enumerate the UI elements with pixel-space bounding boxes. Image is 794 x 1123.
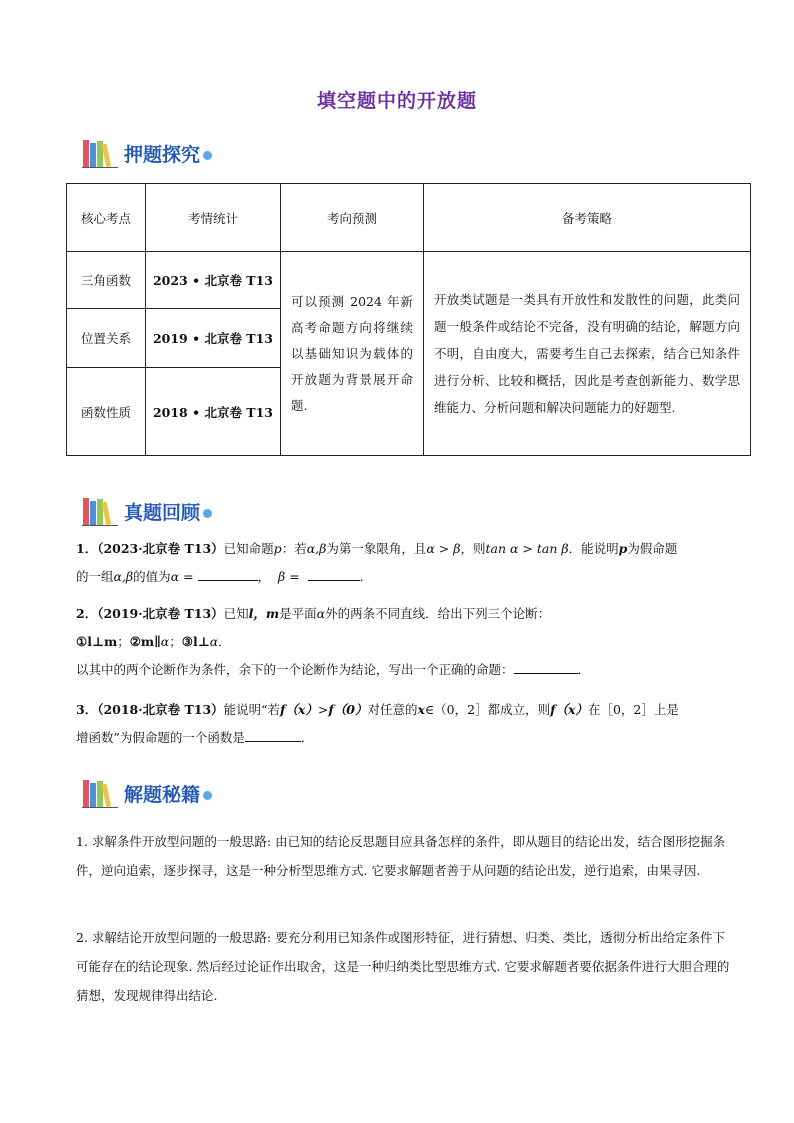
stat-cell: 2019 • 北京卷 T13 <box>146 309 281 368</box>
math: α <box>209 634 219 649</box>
text: 能说明“若 <box>223 702 281 717</box>
math: f（0） <box>328 702 368 717</box>
text: > <box>317 702 329 717</box>
text: 在［0，2］上是 <box>587 702 679 717</box>
answer-blank[interactable] <box>308 566 360 581</box>
dot-icon <box>203 151 212 160</box>
text: 是平面 <box>279 606 317 621</box>
dot-icon <box>203 509 212 518</box>
forecast-cell: 可以预测 2024 年新高考命题方向将继续以基础知识为载体的开放题为背景展开命题. <box>281 252 424 456</box>
text: ：若 <box>281 541 307 556</box>
math: α <box>316 606 326 621</box>
method-1: 1. 求解条件开放型问题的一般思路: 由已知的结论反思题目应具备怎样的条件，即从题目的结论出发，结合图形挖掘条件，逆向追索，逐步探寻，这是一种分析型思维方式. 它要求解题者善于从问题的结论出发，逆行追索，由果寻因. <box>76 834 726 878</box>
math: x <box>417 702 425 717</box>
table-header: 备考策略 <box>424 184 751 252</box>
answer-blank[interactable] <box>245 727 301 742</box>
text: 已知命题 <box>223 541 274 556</box>
text: ． <box>300 730 314 745</box>
section-heading-1 <box>82 134 212 168</box>
text: ； <box>169 634 182 649</box>
math: tan α > tan β <box>485 541 569 556</box>
text: 的值为 <box>133 569 171 584</box>
table-header-row <box>67 184 751 252</box>
problem-source: （2018·北京卷 T13） <box>97 702 224 717</box>
books-icon <box>82 496 122 526</box>
claim: ①l⊥m <box>76 634 118 649</box>
section-title: 真题回顾 <box>124 502 201 524</box>
math: α > β <box>426 541 461 556</box>
text: ． <box>218 634 231 649</box>
problem-source: （2019·北京卷 T13） <box>97 606 224 621</box>
text: ∈（0，2］都成立，则 <box>424 702 551 717</box>
problem-number: 2． <box>76 606 98 621</box>
text: ，则 <box>460 541 486 556</box>
math: l，m <box>248 606 280 621</box>
answer-blank[interactable] <box>198 566 258 581</box>
text: 已知 <box>223 606 249 621</box>
text: ； <box>117 634 130 649</box>
math: f（x） <box>280 702 318 717</box>
text: ．能说明 <box>568 541 619 556</box>
math: α <box>160 634 170 649</box>
text: 为假命题 <box>627 541 678 556</box>
strategy-cell: 开放类试题是一类具有开放性和发散性的问题，此类问题一般条件或结论不完备，没有明确的结论，解题方向不明，自由度大，需要考生自己去探索，结合已知条件进行分析、比较和概括，因此是考查创新能力、数学思维能力、分析问题和解决问题能力的好题型. <box>424 252 751 456</box>
claim: ②m∥ <box>129 634 161 649</box>
problem-2 <box>76 600 736 684</box>
dot-icon <box>203 791 212 800</box>
math: α,β <box>113 569 134 584</box>
page-title: 填空题中的开放题 <box>316 90 477 112</box>
section-heading-2 <box>82 492 212 526</box>
topic-cell: 函数性质 <box>67 368 146 456</box>
math: f（x） <box>550 702 588 717</box>
stat-cell: 2023 • 北京卷 T13 <box>146 252 281 309</box>
text: 增函数”为假命题的一个函数是 <box>76 730 245 745</box>
table-header: 考向预测 <box>281 184 424 252</box>
books-icon <box>82 138 122 168</box>
claim: ③l⊥ <box>181 634 210 649</box>
problem-number: 3． <box>76 702 98 717</box>
topic-cell: 位置关系 <box>67 309 146 368</box>
text: 的一组 <box>76 569 114 584</box>
problem-1 <box>76 535 736 591</box>
section-title: 押题探究 <box>124 144 201 166</box>
section-title: 解题秘籍 <box>124 784 201 806</box>
math: β = <box>278 569 300 584</box>
problem-source: （2023·北京卷 T13） <box>97 541 224 556</box>
answer-blank[interactable] <box>514 659 578 674</box>
table-header: 核心考点 <box>67 184 146 252</box>
text: 对任意的 <box>367 702 418 717</box>
math: α,β <box>306 541 327 556</box>
exam-analysis-table <box>66 183 751 456</box>
problem-number: 1． <box>76 541 98 556</box>
section-heading-3 <box>82 774 212 808</box>
text: 以其中的两个论断作为条件，余下的一个论断作为结论，写出一个正确的命题： <box>76 662 514 677</box>
table-row <box>67 252 751 309</box>
text: ． <box>577 662 591 677</box>
text: 外的两条不同直线．给出下列三个论断： <box>325 606 551 621</box>
math: α = <box>170 569 194 584</box>
text: ， <box>257 569 271 584</box>
method-2: 2. 求解结论开放型问题的一般思路: 要充分利用已知条件或图形特征，进行猜想、归类、类比，透彻分析出给定条件下可能存在的结论现象. 然后经过论证作出取舍，这是一种归纳类比型思维方式. 它要求解题者要依据条件进行大胆合理的猜想，发现规律得出结论. <box>76 930 730 1003</box>
table-header: 考情统计 <box>146 184 281 252</box>
topic-cell: 三角函数 <box>67 252 146 309</box>
text: 为第一象限角，且 <box>326 541 427 556</box>
problem-3 <box>76 696 736 752</box>
text: ． <box>359 569 373 584</box>
books-icon <box>82 778 122 808</box>
math: p <box>618 541 628 556</box>
stat-cell: 2018 • 北京卷 T13 <box>146 368 281 456</box>
math: p <box>273 541 282 556</box>
